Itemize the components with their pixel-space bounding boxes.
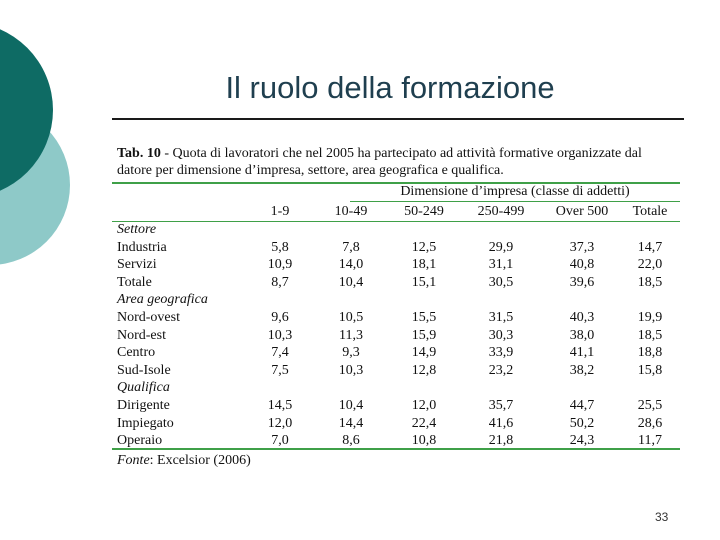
column-header: Totale: [632, 204, 668, 219]
table-cell: 8,6: [342, 433, 360, 449]
table-cell: 24,3: [569, 433, 595, 449]
row-label: Sud-Isole: [117, 362, 171, 378]
table-cell: 40,3: [569, 310, 595, 325]
section-label: Settore: [117, 222, 157, 237]
table-cell: 14,9: [411, 345, 437, 361]
row-label: Industria: [117, 239, 167, 255]
table-cell: 14,5: [267, 398, 293, 413]
table-cell: 12,0: [411, 398, 437, 413]
row-label: Nord-est: [117, 327, 166, 343]
table-cell: 18,5: [637, 274, 663, 290]
table-cell: 15,5: [411, 310, 437, 325]
row-label: Centro: [117, 345, 156, 361]
table-cell: 40,8: [569, 257, 595, 273]
column-header: 250-499: [477, 204, 525, 219]
table-cell: 7,0: [271, 433, 289, 449]
table-cell: 18,1: [411, 257, 437, 273]
table-cell: 12,5: [411, 239, 437, 255]
section-row: [0, 222, 720, 239]
table-cell: 41,1: [569, 345, 595, 361]
table-cell: 7,8: [342, 239, 360, 255]
top-rule: [112, 118, 684, 120]
table-cell: 10,9: [267, 257, 293, 273]
table-cell: 21,8: [488, 433, 514, 449]
row-label: Nord-ovest: [117, 310, 180, 325]
table-cell: 7,5: [271, 362, 289, 378]
table-cell: 22,0: [637, 257, 663, 273]
page-number: 33: [655, 510, 669, 524]
table-cell: 30,3: [488, 327, 514, 343]
source-text: : Excelsior (2006): [149, 453, 251, 468]
table-cell: 10,4: [338, 398, 364, 413]
column-header: Over 500: [555, 204, 609, 219]
section-label: Qualifica: [117, 380, 170, 396]
table-cell: 25,5: [637, 398, 663, 413]
table-cell: 5,8: [271, 239, 289, 255]
bottom-rule: [112, 448, 680, 450]
table-cell: 14,4: [338, 415, 364, 431]
dimension-header: Dimensione d’impresa (classe di addetti): [400, 184, 630, 199]
row-label: Totale: [117, 274, 152, 290]
table-cell: 38,0: [569, 327, 595, 343]
row-label: Dirigente: [117, 398, 170, 413]
column-header: 1-9: [270, 204, 290, 219]
column-header: 10-49: [334, 204, 368, 219]
table-cell: 14,0: [338, 257, 364, 273]
table-row: [0, 275, 720, 292]
table-cell: 15,1: [411, 274, 437, 290]
table-row: [0, 398, 720, 415]
table-row: [0, 345, 720, 362]
table-cell: 28,6: [637, 415, 663, 431]
table-cell: 18,8: [637, 345, 663, 361]
table-row: [0, 257, 720, 274]
table-cell: 22,4: [411, 415, 437, 431]
table-cell: 18,5: [637, 327, 663, 343]
table-cell: 41,6: [488, 415, 514, 431]
table-cell: 10,3: [338, 362, 364, 378]
table-row: [0, 240, 720, 257]
section-row: [0, 380, 720, 397]
table-cell: 30,5: [488, 274, 514, 290]
table-cell: 8,7: [271, 274, 289, 290]
table-cell: 31,1: [488, 257, 514, 273]
table-cell: 31,5: [488, 310, 514, 325]
section-row: [0, 292, 720, 309]
table-cell: 50,2: [569, 415, 595, 431]
table-cell: 10,8: [411, 433, 437, 449]
table-cell: 10,3: [267, 327, 293, 343]
table-cell: 15,9: [411, 327, 437, 343]
table-cell: 10,5: [338, 310, 364, 325]
table-row: [0, 328, 720, 345]
table-cell: 29,9: [488, 239, 514, 255]
table-cell: 7,4: [271, 345, 289, 361]
table-source: [117, 453, 251, 469]
table-cell: 35,7: [488, 398, 514, 413]
table-cell: 12,0: [267, 415, 293, 431]
table-cell: 44,7: [569, 398, 595, 413]
table-cell: 37,3: [569, 239, 595, 255]
table-caption-text: - Quota di lavoratori che nel 2005 ha partecipato ad attività formative organizzate dal datore per dimensione d’impresa, settore, area geografica e qualifica.: [117, 146, 642, 178]
section-label: Area geografica: [117, 292, 208, 308]
table-caption: [117, 145, 679, 179]
table-cell: 12,8: [411, 362, 437, 378]
table-cell: 9,3: [342, 345, 360, 361]
table-cell: 9,6: [271, 310, 289, 325]
table-cell: 10,4: [338, 274, 364, 290]
row-label: Operaio: [117, 433, 163, 449]
table-cell: 11,7: [638, 433, 662, 449]
table-caption-label: Tab. 10: [117, 146, 161, 161]
slide-title: Il ruolo della formazione: [225, 70, 555, 105]
table-cell: 39,6: [569, 274, 595, 290]
row-label: Servizi: [117, 257, 157, 273]
table-row: [0, 310, 720, 327]
source-label: Fonte: [117, 453, 150, 468]
table-cell: 19,9: [637, 310, 663, 325]
table-cell: 15,8: [637, 362, 663, 378]
table-cell: 14,7: [637, 239, 663, 255]
table-cell: 23,2: [488, 362, 514, 378]
table-row: [0, 363, 720, 380]
row-label: Impiegato: [117, 415, 174, 431]
column-header: 50-249: [404, 204, 444, 219]
table-cell: 38,2: [569, 362, 595, 378]
table-cell: 11,3: [339, 327, 363, 343]
dimension-rule: [350, 201, 680, 202]
table-row: [0, 416, 720, 433]
table-cell: 33,9: [488, 345, 514, 361]
